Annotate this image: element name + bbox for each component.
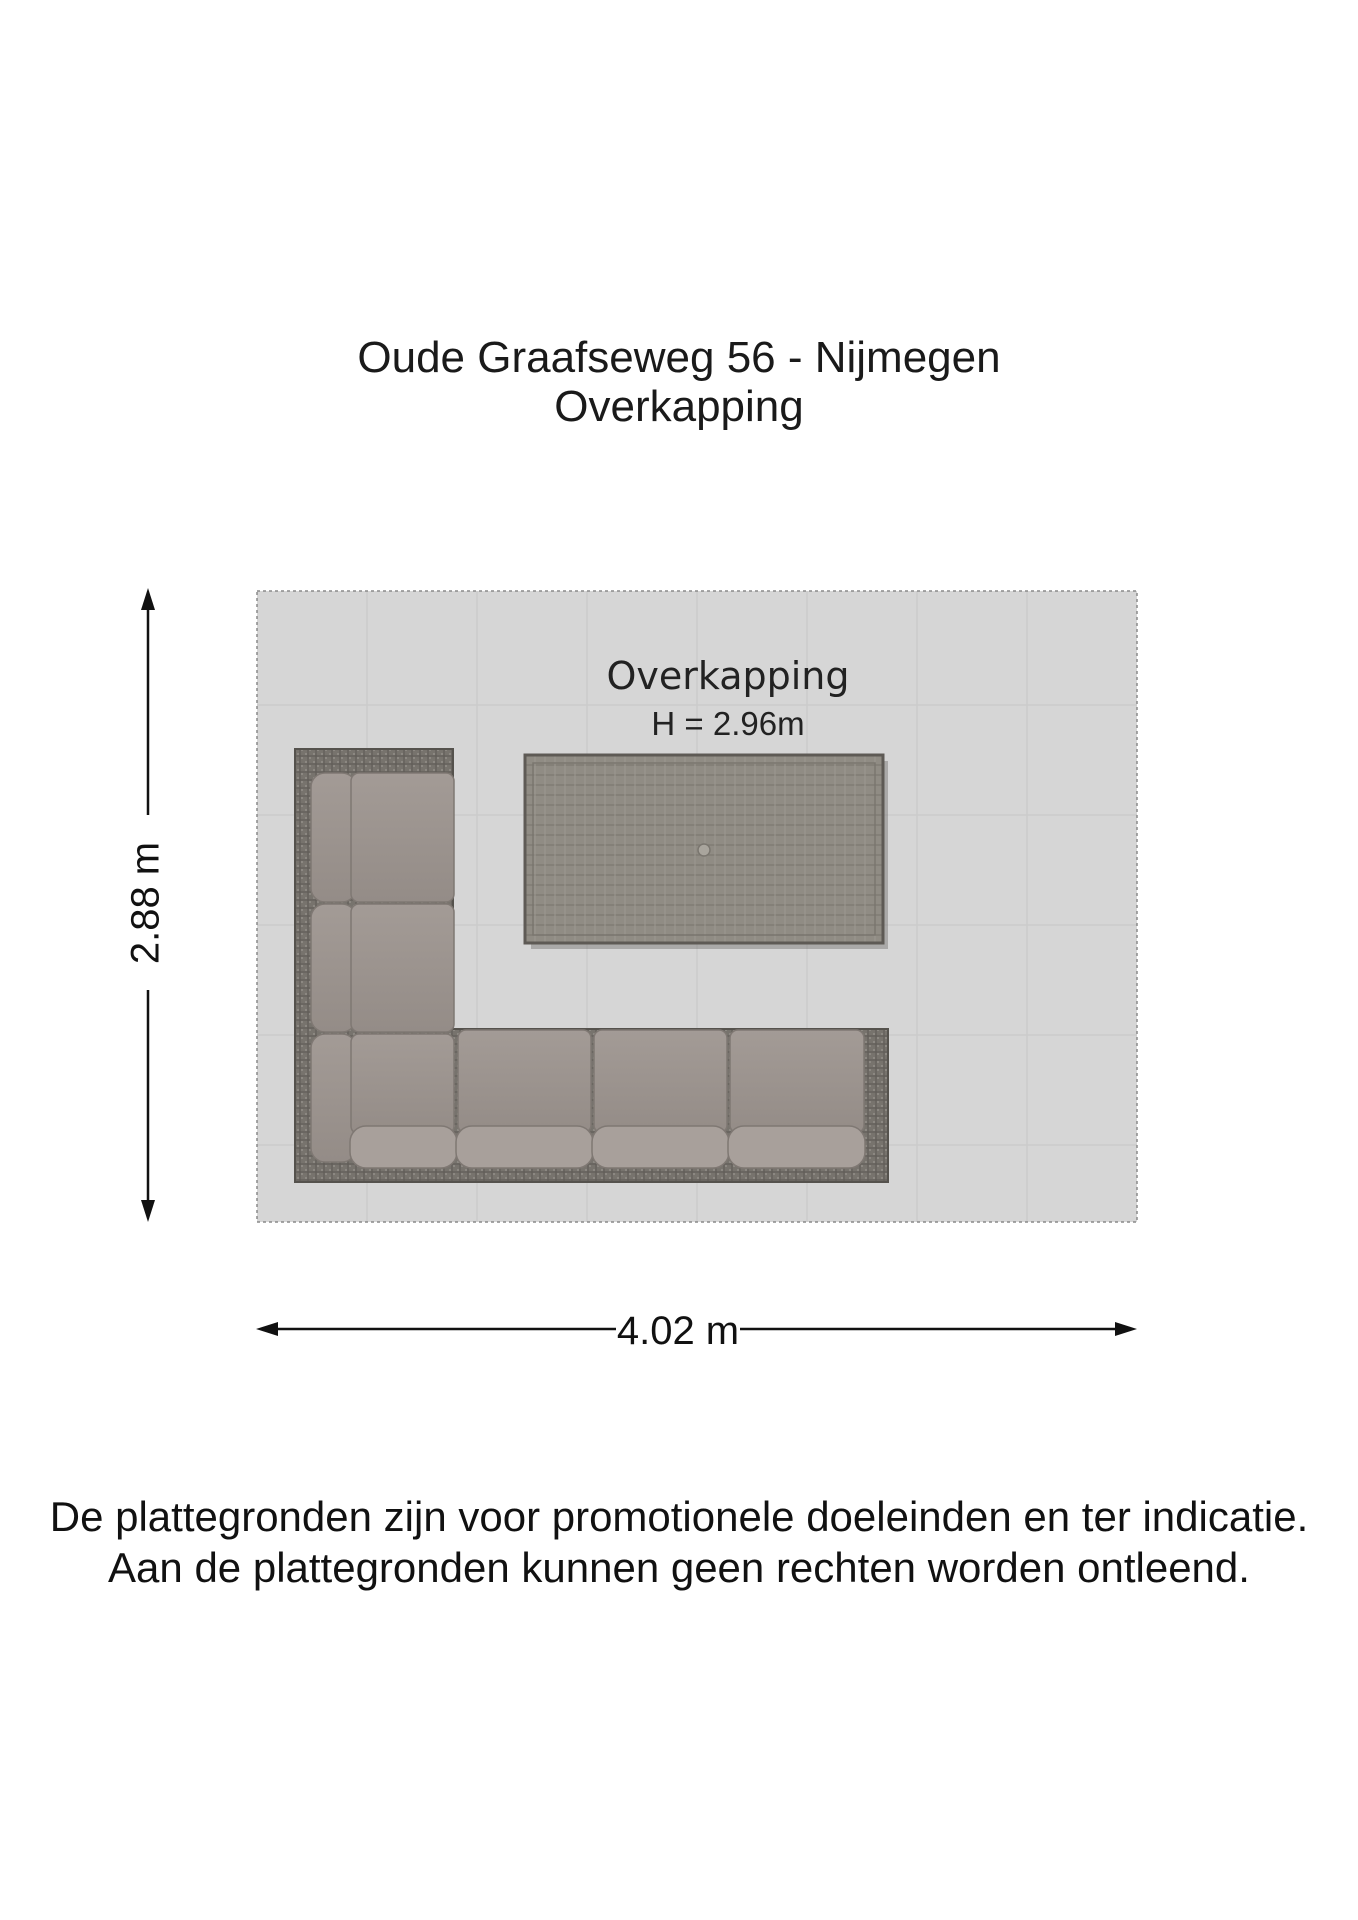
arrow-down-icon bbox=[141, 1200, 155, 1222]
disclaimer-line-2: Aan de plattegronden kunnen geen rechten worden ontleend. bbox=[108, 1544, 1250, 1591]
parasol-hole bbox=[698, 844, 710, 856]
room-name: Overkapping bbox=[606, 654, 850, 698]
arrow-up-icon bbox=[141, 588, 155, 610]
room-height: H = 2.96m bbox=[651, 705, 805, 742]
back-cushions-bottom bbox=[350, 1126, 865, 1168]
floor-name: Overkapping bbox=[554, 382, 804, 431]
seat-cushions-left bbox=[351, 773, 454, 1134]
depth-dimension bbox=[124, 588, 168, 1222]
seat-cushions-bottom bbox=[458, 1030, 864, 1133]
arrow-left-icon bbox=[256, 1322, 278, 1336]
back-cushions-left bbox=[311, 773, 356, 1162]
disclaimer-line-1: De plattegronden zijn voor promotionele doeleinden en ter indicatie. bbox=[49, 1493, 1309, 1540]
arrow-right-icon bbox=[1115, 1322, 1137, 1336]
depth-label: 2.88 m bbox=[123, 841, 168, 965]
width-dimension bbox=[256, 1309, 1137, 1353]
table bbox=[525, 755, 888, 949]
width-label: 4.02 m bbox=[616, 1309, 740, 1353]
page-title: Oude Graafseweg 56 - Nijmegen bbox=[357, 333, 1001, 382]
